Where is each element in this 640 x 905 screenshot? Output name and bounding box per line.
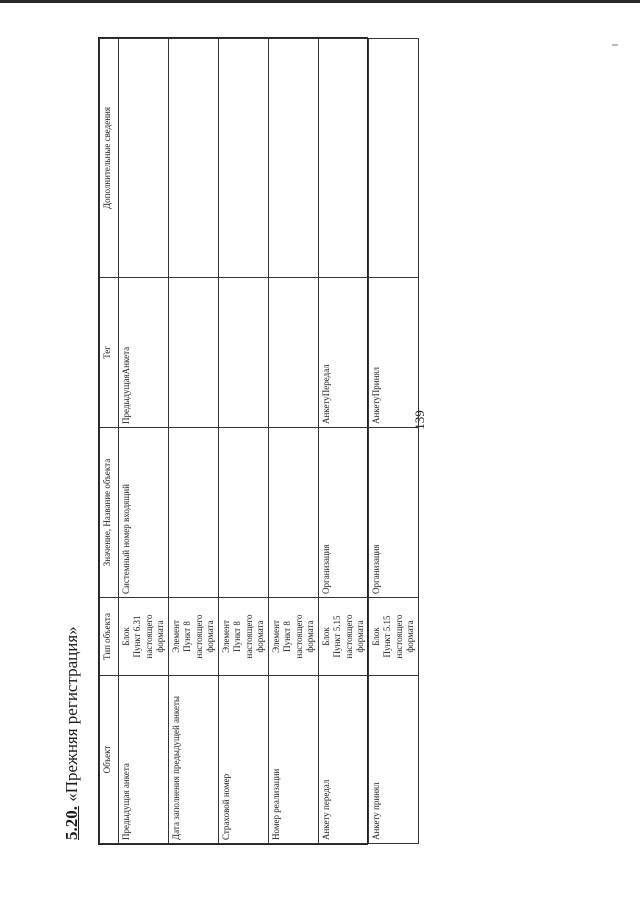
cell-additional xyxy=(169,39,219,278)
cell-type xyxy=(119,598,169,676)
cell-type xyxy=(169,598,219,676)
cell-value xyxy=(269,428,319,598)
cell-type-line: Элемент xyxy=(271,620,281,653)
cell-type-line: Элемент xyxy=(171,620,181,653)
cell-type-line: формата xyxy=(254,620,265,653)
table-row xyxy=(319,39,369,844)
cell-additional xyxy=(369,39,419,278)
cell-value: Системный номер входящий xyxy=(119,428,169,598)
cell-type-line: Элемент xyxy=(221,620,231,653)
cell-type-line: Пункт 8 настоящего xyxy=(282,614,304,659)
section-number: 5.20. xyxy=(62,806,81,840)
table-row xyxy=(169,39,219,844)
cell-type-line: Пункт 6.31 xyxy=(132,615,143,658)
cell-type-line: Блок xyxy=(371,627,381,646)
cell-additional xyxy=(269,39,319,278)
table-row xyxy=(269,39,319,844)
section-title: «Прежняя регистрация» xyxy=(62,626,81,802)
cell-value xyxy=(219,428,269,598)
table-row xyxy=(219,39,269,844)
cell-value: Организация xyxy=(319,428,369,598)
table-header-row xyxy=(100,39,119,844)
cell-additional xyxy=(319,39,369,278)
cell-object: Номер реализации xyxy=(269,676,319,844)
registration-table xyxy=(98,37,415,845)
header-type: Тип объекта xyxy=(100,598,119,676)
cell-type xyxy=(269,598,319,676)
cell-type-line: Пункт 8 настоящего xyxy=(232,614,254,659)
table-row xyxy=(119,39,169,844)
cell-object: Страховой номер xyxy=(219,676,269,844)
cell-type-line: Пункт 5.15 xyxy=(332,615,343,658)
cell-type xyxy=(319,598,369,676)
cell-type-line: Пункт 8 настоящего xyxy=(182,614,204,659)
cell-additional xyxy=(219,39,269,278)
cell-type-line: настоящего формата xyxy=(393,614,415,659)
cell-type-line: настоящего формата xyxy=(143,614,165,659)
header-object: Объект xyxy=(100,676,119,844)
scan-edge-line xyxy=(0,0,640,3)
cell-object: Анкету передал xyxy=(319,676,369,844)
cell-tag: АнкетуПринял xyxy=(369,278,419,428)
cell-value xyxy=(169,428,219,598)
cell-type-line: Блок xyxy=(321,627,331,646)
cell-type-line: Блок xyxy=(121,627,131,646)
cell-type xyxy=(369,598,419,676)
cell-object: Дата заполнения предыдущей анкеты xyxy=(169,676,219,844)
data-table xyxy=(99,38,419,844)
cell-type-line: формата xyxy=(304,620,315,653)
table-row xyxy=(369,39,419,844)
cell-tag xyxy=(169,278,219,428)
page-number: 139 xyxy=(412,410,427,430)
cell-type-line: формата xyxy=(204,620,215,653)
cell-object: Анкету принял xyxy=(369,676,419,844)
cell-type-line: настоящего формата xyxy=(343,614,365,659)
scan-artifact xyxy=(612,44,618,46)
cell-tag: ПредыдущаяАнкета xyxy=(119,278,169,428)
rotated-page-content xyxy=(20,20,570,880)
section-heading xyxy=(62,626,82,840)
cell-additional xyxy=(119,39,169,278)
cell-value: Организация xyxy=(369,428,419,598)
header-additional: Дополнительные сведения xyxy=(100,39,119,278)
header-value: Значение, Название объекта xyxy=(100,428,119,598)
cell-tag xyxy=(269,278,319,428)
cell-type-line: Пункт 5.15 xyxy=(382,615,393,658)
header-tag: Тег xyxy=(100,278,119,428)
cell-object: Предыдущая анкета xyxy=(119,676,169,844)
cell-tag: АнкетуПередал xyxy=(319,278,369,428)
cell-type xyxy=(219,598,269,676)
cell-tag xyxy=(219,278,269,428)
